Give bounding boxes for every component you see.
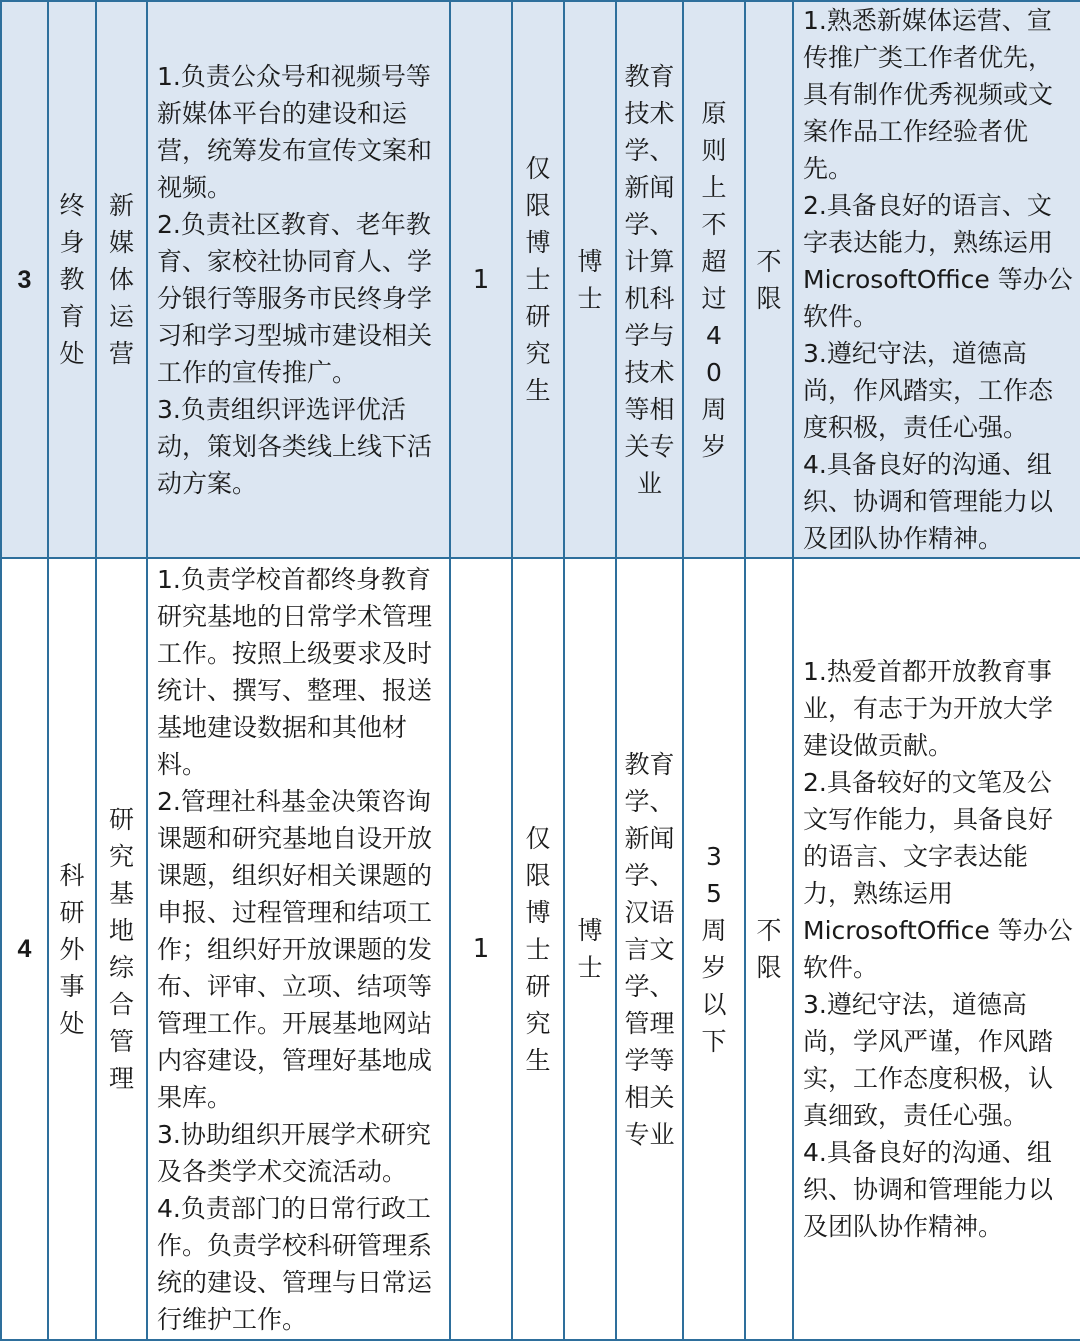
requirement-item: 3.遵纪守法，道德高尚，作风踏实，工作态度积极，责任心强。: [803, 339, 1054, 442]
seq-cell: 4: [1, 558, 48, 1340]
hire-count: 1: [472, 264, 490, 295]
table-row: [1, 1, 1080, 558]
duties-cell: [147, 558, 450, 1340]
age: 原则上不超过40周岁: [701, 98, 727, 461]
other: 不限: [756, 246, 782, 313]
education-cell: [512, 1, 564, 558]
requirement-item: 4.具备良好的沟通、组织、协调和管理能力以及团队协作精神。: [803, 450, 1054, 553]
major-cell: [616, 558, 683, 1340]
duty-item: 1.负责学校首都终身教育研究基地的日常学术管理工作。按照上级要求及时统计、撰写、整理、报送基地建设数据和其他材料。: [157, 564, 433, 779]
duty-item: 1.负责公众号和视频号等新媒体平台的建设和运营，统筹发布宣传文案和视频。: [157, 61, 433, 202]
education: 仅限博士研究生: [525, 154, 551, 405]
position: 新媒体运营: [108, 191, 134, 368]
duty-item: 2.负责社区教育、老年教育、家校社协同育人、学分银行等服务市民终身学习和学习型城市建设相关工作的宣传推广。: [157, 209, 433, 387]
count-cell: [450, 558, 512, 1340]
requirement-item: 1.热爱首都开放教育事业，有志于为开放大学建设做贡献。: [803, 657, 1054, 760]
position-cell: [96, 558, 147, 1340]
table-row: [1, 558, 1080, 1340]
position: 研究基地综合管理: [108, 805, 134, 1093]
education-cell: [512, 558, 564, 1340]
other-cell: [745, 558, 793, 1340]
department: 终身教育处: [59, 191, 85, 368]
department: 科研外事处: [59, 860, 85, 1038]
duty-item: 3.协助组织开展学术研究及各类学术交流活动。: [157, 1119, 431, 1186]
major-cell: [616, 1, 683, 558]
requirement-item: 3.遵纪守法，道德高尚，学风严谨，作风踏实，工作态度积极，认真细致，责任心强。: [803, 990, 1054, 1130]
duty-item: 3.负责组织评选评优活动，策划各类线上线下活动方案。: [157, 394, 433, 498]
age: 35周岁以下: [701, 842, 727, 1056]
requirement-item: 2.具备良好的语言、文字表达能力，熟练运用 MicrosoftOffice 等办公软件。: [803, 191, 1073, 331]
hire-count: 1: [472, 934, 490, 964]
age-cell: [683, 1, 745, 558]
duties-cell: [147, 1, 450, 558]
degree-cell: [564, 1, 616, 558]
degree-cell: [564, 558, 616, 1340]
position-cell: [96, 1, 147, 558]
requirement-item: 4.具备良好的沟通、组织、协调和管理能力以及团队协作精神。: [803, 1138, 1054, 1241]
department-cell: [48, 558, 96, 1340]
major: 教育技术学、新闻学、计算机科学与技术等相关专业: [624, 61, 675, 498]
degree: 博士: [577, 916, 603, 982]
other: 不限: [756, 916, 782, 982]
requirements-cell: [793, 1, 1080, 558]
seq-cell: 3: [1, 1, 48, 558]
requirement-item: 1.熟悉新媒体运营、宣传推广类工作者优先，具有制作优秀视频或文案作品工作经验者优先。: [803, 6, 1054, 183]
degree: 博士: [577, 246, 603, 313]
other-cell: [745, 1, 793, 558]
department-cell: [48, 1, 96, 558]
count-cell: [450, 1, 512, 558]
duty-item: 2.管理社科基金决策咨询课题和研究基地自设开放课题，组织好相关课题的申报、过程管理和结项工作；组织好开放课题的发布、评审、立项、结项等管理工作。开展基地网站内容建设，管理好基地成果库。: [157, 786, 433, 1112]
requirements-cell: [793, 558, 1080, 1340]
major: 教育学、新闻学、汉语言文学、管理学等相关专业: [624, 749, 675, 1149]
requirement-item: 2.具备较好的文笔及公文写作能力，具备良好的语言、文字表达能力，熟练运用 MicrosoftOffice 等办公软件。: [803, 768, 1073, 982]
age-cell: [683, 558, 745, 1340]
education: 仅限博士研究生: [525, 823, 551, 1075]
duty-item: 4.负责部门的日常行政工作。负责学校科研管理系统的建设、管理与日常运行维护工作。: [157, 1193, 433, 1334]
